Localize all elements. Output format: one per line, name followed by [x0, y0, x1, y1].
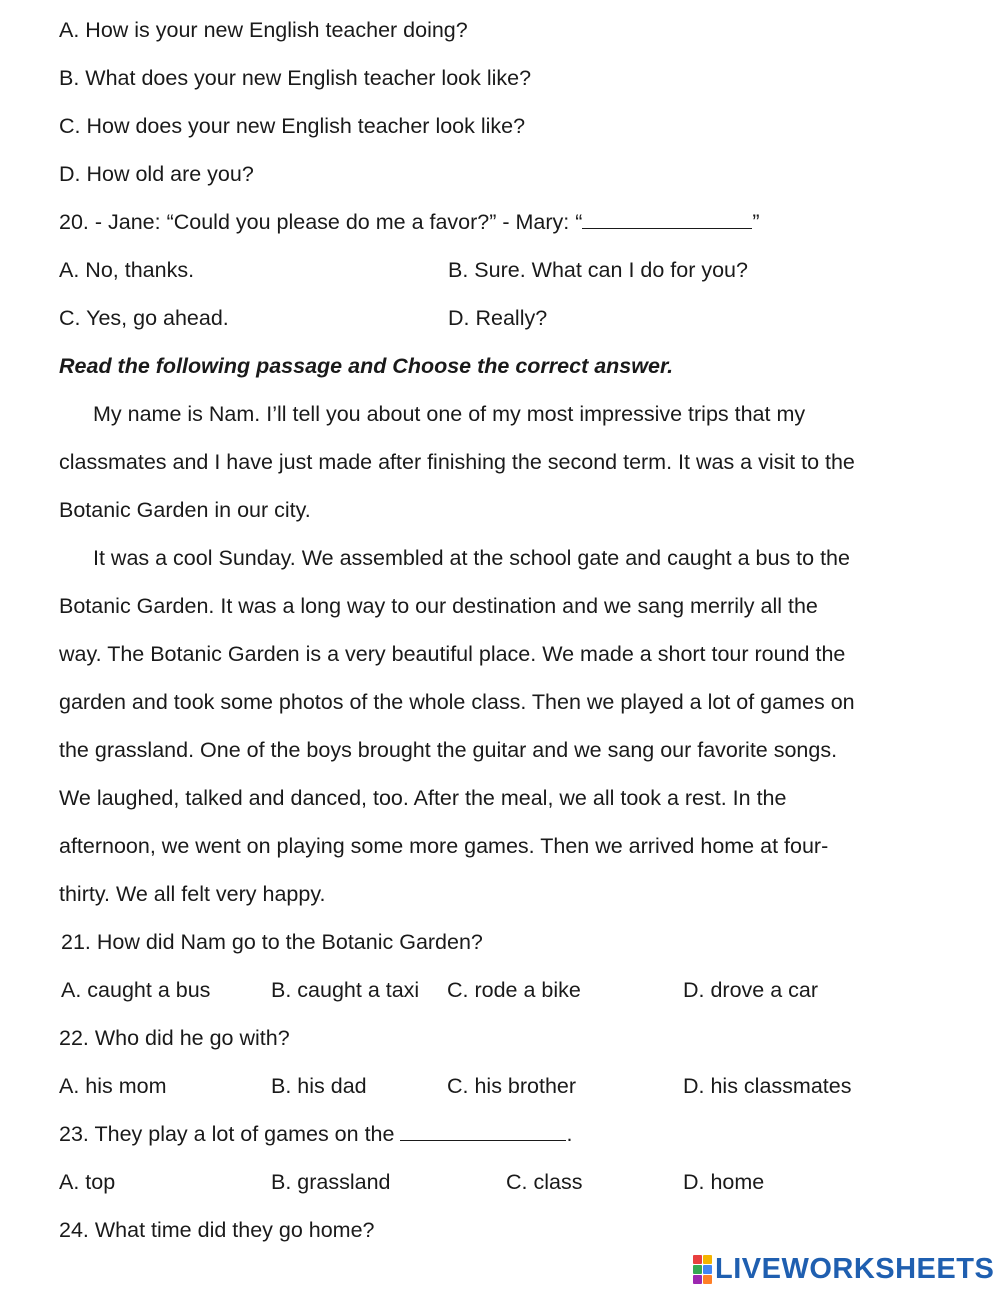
logo-mark-cell [693, 1255, 702, 1264]
q22-option-a[interactable]: A. his mom [59, 1074, 167, 1098]
logo-mark-cell [703, 1255, 712, 1264]
q22-option-c[interactable]: C. his brother [447, 1074, 577, 1098]
passage-line: afternoon, we went on playing some more games. Then we arrived home at four- [59, 834, 829, 858]
logo-mark-cell [703, 1265, 712, 1274]
q20-answer-blank[interactable] [582, 208, 752, 229]
q23-stem-prefix: 23. They play a lot of games on the [59, 1122, 401, 1146]
liveworksheets-logo [693, 1253, 994, 1285]
logo-mark-cell [693, 1275, 702, 1284]
reading-instruction: Read the following passage and Choose the correct answer. [59, 354, 674, 378]
q19-option-a[interactable]: A. How is your new English teacher doing? [59, 18, 468, 42]
q23-stem-suffix: . [566, 1122, 573, 1146]
passage-line: We laughed, talked and danced, too. After the meal, we all took a rest. In the [59, 786, 787, 810]
liveworksheets-logo-icon [693, 1255, 712, 1284]
passage-line: Botanic Garden in our city. [59, 498, 311, 522]
q23-option-d[interactable]: D. home [683, 1170, 765, 1194]
passage-line: It was a cool Sunday. We assembled at the school gate and caught a bus to the [93, 546, 850, 570]
q20-stem [59, 208, 760, 236]
passage-line: Botanic Garden. It was a long way to our destination and we sang merrily all the [59, 594, 818, 618]
q20-stem-prefix: 20. - Jane: “Could you please do me a favor?” - Mary: “ [59, 210, 583, 234]
q22-stem: 22. Who did he go with? [59, 1026, 290, 1050]
passage-line: thirty. We all felt very happy. [59, 882, 326, 906]
logo-mark-cell [703, 1275, 712, 1284]
passage-line: the grassland. One of the boys brought the guitar and we sang our favorite songs. [59, 738, 838, 762]
logo-mark-cell [693, 1265, 702, 1274]
q21-option-d[interactable]: D. drove a car [683, 978, 819, 1002]
q23-option-b[interactable]: B. grassland [271, 1170, 391, 1194]
q19-option-c[interactable]: C. How does your new English teacher look like? [59, 114, 526, 138]
q23-option-c[interactable]: C. class [506, 1170, 583, 1194]
passage-line: My name is Nam. I’ll tell you about one of my most impressive trips that my [93, 402, 806, 426]
q23-stem [59, 1120, 572, 1148]
q22-option-d[interactable]: D. his classmates [683, 1074, 852, 1098]
q20-option-c[interactable]: C. Yes, go ahead. [59, 306, 229, 330]
q21-option-b[interactable]: B. caught a taxi [271, 978, 420, 1002]
q20-option-b[interactable]: B. Sure. What can I do for you? [448, 258, 748, 282]
passage-line: garden and took some photos of the whole class. Then we played a lot of games on [59, 690, 855, 714]
passage-line: classmates and I have just made after finishing the second term. It was a visit to the [59, 450, 855, 474]
q22-option-b[interactable]: B. his dad [271, 1074, 367, 1098]
q21-option-a[interactable]: A. caught a bus [61, 978, 211, 1002]
q23-answer-blank[interactable] [400, 1120, 566, 1141]
liveworksheets-logo-text: LIVEWORKSHEETS [715, 1252, 995, 1285]
q20-stem-suffix: ” [752, 210, 760, 234]
q21-stem: 21. How did Nam go to the Botanic Garden? [61, 930, 483, 954]
q23-option-a[interactable]: A. top [59, 1170, 116, 1194]
q20-option-d[interactable]: D. Really? [448, 306, 548, 330]
q19-option-b[interactable]: B. What does your new English teacher look like? [59, 66, 532, 90]
q21-option-c[interactable]: C. rode a bike [447, 978, 581, 1002]
q20-option-a[interactable]: A. No, thanks. [59, 258, 195, 282]
passage-line: way. The Botanic Garden is a very beautiful place. We made a short tour round the [59, 642, 846, 666]
q24-stem: 24. What time did they go home? [59, 1218, 375, 1242]
q19-option-d[interactable]: D. How old are you? [59, 162, 254, 186]
